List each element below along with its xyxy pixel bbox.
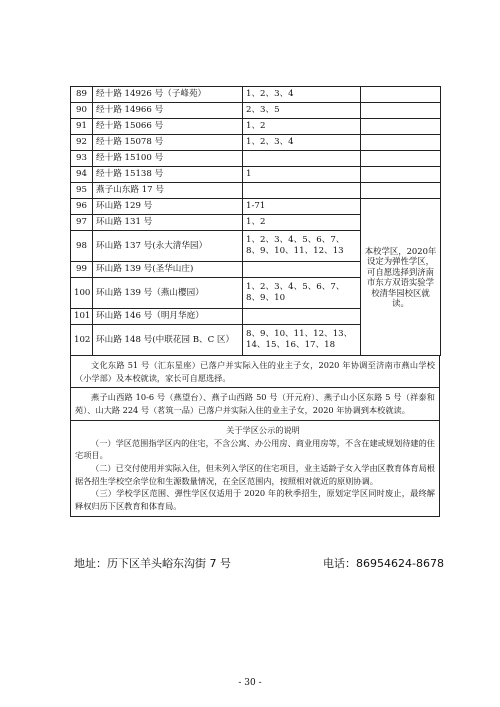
row-address: 环山路 146 号（明月华庭） (93, 309, 243, 325)
row-number: 99 (71, 262, 93, 278)
note-item-2: （二）已交付使用并实际入住，但未列入学区的住宅项目，业主适龄子女入学由区教育体育局根据各招生学校空余学位和生源数量情况，在全区范围内，按照相对就近的原则协调。 (75, 462, 435, 486)
row-address: 经十路 14966 号 (93, 103, 243, 119)
table-row (71, 135, 441, 151)
paragraph-2-text: 燕子山西路 10-6 号（燕望台）、燕子山西路 50 号（开元府）、燕子山小区东路 5 号（祥泰和苑）、山大路 224 号（茗筑一品）已落户并实际入住的业主子女，2020 年协调到本校就读。 (75, 392, 435, 416)
row-buildings: 8、9、10、11、12、13、14、15、16、17、18 (243, 325, 361, 356)
table-row (71, 103, 441, 119)
row-buildings: 1、2、3、4 (243, 135, 361, 151)
row-note-empty (361, 103, 441, 119)
row-address: 经十路 15066 号 (93, 119, 243, 135)
page-number: - 30 - (238, 678, 262, 688)
row-address: 经十路 15078 号 (93, 135, 243, 151)
row-address: 环山路 139 号（燕山樱园） (93, 278, 243, 309)
row-number: 95 (71, 183, 93, 199)
row-address: 经十路 15138 号 (93, 167, 243, 183)
row-number: 93 (71, 151, 93, 167)
row-note-empty (361, 151, 441, 167)
row-buildings: 1 (243, 167, 361, 183)
row-number: 94 (71, 167, 93, 183)
policy-paragraph-1 (70, 356, 440, 388)
table-row (71, 87, 441, 103)
paragraph-1-text: 文化东路 51 号（汇东星座）已落户并实际入住的业主子女，2020 年协调至济南市燕山学校（小学部）及本校就读，家长可自愿选择。 (75, 360, 435, 383)
row-buildings (243, 262, 361, 278)
row-address: 环山路 148 号(中联花园 B、C 区） (93, 325, 243, 356)
table-row (71, 151, 441, 167)
notes-title: 关于学区公示的说明 (226, 424, 300, 435)
row-number: 90 (71, 103, 93, 119)
row-address: 经十路 15100 号 (93, 151, 243, 167)
row-note-empty (361, 135, 441, 151)
row-note-empty (361, 183, 441, 199)
row-number: 98 (71, 231, 93, 262)
school-district-sheet (70, 86, 440, 517)
row-address: 环山路 137 号(永大清华园） (93, 231, 243, 262)
row-buildings (243, 309, 361, 325)
row-address: 燕子山东路 17 号 (93, 183, 243, 199)
row-buildings: 1、2 (243, 119, 361, 135)
row-buildings (243, 151, 361, 167)
table-row (71, 119, 441, 135)
row-note-empty (361, 167, 441, 183)
row-address: 环山路 129 号 (93, 199, 243, 215)
row-buildings: 1、2 (243, 215, 361, 231)
row-number: 92 (71, 135, 93, 151)
row-buildings: 1-71 (243, 199, 361, 215)
row-number: 102 (71, 325, 93, 356)
row-number: 89 (71, 87, 93, 103)
row-note-empty (361, 87, 441, 103)
row-buildings: 2、3、5 (243, 103, 361, 119)
row-number: 97 (71, 215, 93, 231)
row-address: 环山路 131 号 (93, 215, 243, 231)
row-number: 100 (71, 278, 93, 309)
table-row (71, 183, 441, 199)
shared-district-note: 本校学区，2020年设定为弹性学区，可自愿选择到济南市东方双语实验学校清华园校区就读。 (361, 199, 441, 356)
row-address: 经十路 14926 号（子峰苑） (93, 87, 243, 103)
policy-paragraph-2 (70, 388, 440, 420)
row-buildings: 1、2、3、4、5、6、7、8、9、10 (243, 278, 361, 309)
contact-footer (74, 555, 444, 571)
row-buildings: 1、2、3、4 (243, 87, 361, 103)
row-number: 91 (71, 119, 93, 135)
school-phone: 电话：86954624-8678 (323, 557, 444, 570)
note-item-1: （一）学区范围指学区内的住宅，不含公寓、办公用房、商业用房等，不含在建或规划待建的住宅项目。 (75, 437, 435, 461)
district-table (70, 86, 441, 356)
note-item-3: （三）学校学区范围、弹性学区仅适用于 2020 年的秋季招生，原划定学区同时废止，最终解释权归历下区教育和体育局。 (75, 488, 435, 512)
table-row (71, 167, 441, 183)
row-buildings (243, 183, 361, 199)
row-address: 环山路 139 号(圣华山庄) (93, 262, 243, 278)
row-number: 96 (71, 199, 93, 215)
table-row (71, 199, 441, 215)
row-note-empty (361, 119, 441, 135)
row-number: 101 (71, 309, 93, 325)
school-address: 地址：历下区羊头峪东沟街 7 号 (74, 557, 231, 570)
explanation-notes (70, 421, 440, 517)
row-buildings: 1、2、3、4、5、6、7、8、9、10、11、12、13 (243, 231, 361, 262)
